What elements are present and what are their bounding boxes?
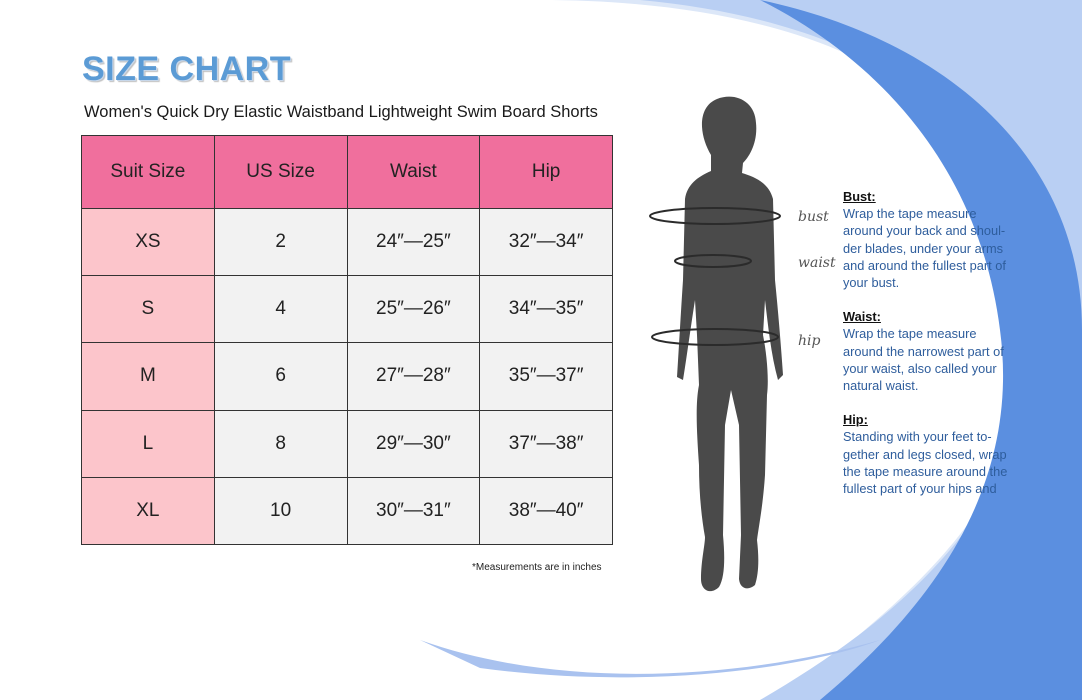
cell-waist: 27″—28″ bbox=[347, 343, 480, 410]
hip-label: hip bbox=[798, 333, 821, 349]
cell-hip: 35″—37″ bbox=[480, 343, 613, 410]
header-hip: Hip bbox=[480, 136, 613, 209]
hip-instructions bbox=[843, 411, 1023, 497]
hip-line: gether and legs closed, wrap bbox=[843, 446, 1007, 462]
waist-line: natural waist. bbox=[843, 378, 919, 394]
body-silhouette-figure bbox=[625, 95, 845, 600]
table-row bbox=[82, 209, 613, 276]
cell-us-size: 2 bbox=[214, 209, 347, 276]
bust-line: around your back and shoul- bbox=[843, 223, 1006, 239]
hip-line: fullest part of your hips and bbox=[843, 481, 997, 497]
cell-waist: 24″—25″ bbox=[347, 209, 480, 276]
waist-line: your waist, also called your bbox=[843, 360, 997, 376]
bust-line: Wrap the tape measure bbox=[843, 206, 977, 222]
cell-suit-size: XL bbox=[82, 477, 215, 544]
cell-hip: 34″—35″ bbox=[480, 276, 613, 343]
table-header-row bbox=[82, 136, 613, 209]
hip-line: the tape measure around the bbox=[843, 463, 1008, 479]
cell-us-size: 10 bbox=[214, 477, 347, 544]
hip-heading: Hip: bbox=[843, 412, 868, 428]
cell-suit-size: M bbox=[82, 343, 215, 410]
waist-heading: Waist: bbox=[843, 309, 881, 325]
table-row bbox=[82, 276, 613, 343]
table-row bbox=[82, 410, 613, 477]
cell-hip: 38″—40″ bbox=[480, 477, 613, 544]
cell-hip: 32″—34″ bbox=[480, 209, 613, 276]
measurement-note: *Measurements are in inches bbox=[472, 562, 602, 573]
bust-line: and around the fullest part of bbox=[843, 257, 1006, 273]
cell-suit-size: L bbox=[82, 410, 215, 477]
header-suit-size: Suit Size bbox=[82, 136, 215, 209]
cell-waist: 25″—26″ bbox=[347, 276, 480, 343]
cell-us-size: 8 bbox=[214, 410, 347, 477]
measurement-instructions bbox=[843, 188, 1023, 514]
size-table bbox=[81, 135, 613, 545]
hip-line: Standing with your feet to- bbox=[843, 429, 992, 445]
table-row bbox=[82, 343, 613, 410]
waist-line: around the narrowest part of bbox=[843, 343, 1004, 359]
bust-heading: Bust: bbox=[843, 189, 876, 204]
table-row bbox=[82, 477, 613, 544]
bust-line: der blades, under your arms bbox=[843, 240, 1004, 256]
waist-line: Wrap the tape measure bbox=[843, 326, 977, 342]
bust-line: your bust. bbox=[843, 275, 900, 291]
cell-hip: 37″—38″ bbox=[480, 410, 613, 477]
waist-instructions bbox=[843, 308, 1023, 394]
bust-instructions bbox=[843, 188, 1023, 291]
cell-waist: 29″—30″ bbox=[347, 410, 480, 477]
page-title: SIZE CHART bbox=[82, 50, 291, 88]
header-waist: Waist bbox=[347, 136, 480, 209]
waist-label: waist bbox=[798, 255, 836, 271]
cell-waist: 30″—31″ bbox=[347, 477, 480, 544]
product-subtitle: Women's Quick Dry Elastic Waistband Lightweight Swim Board Shorts bbox=[84, 103, 598, 121]
header-us-size: US Size bbox=[214, 136, 347, 209]
cell-us-size: 6 bbox=[214, 343, 347, 410]
bust-label: bust bbox=[798, 209, 829, 225]
cell-suit-size: XS bbox=[82, 209, 215, 276]
cell-us-size: 4 bbox=[214, 276, 347, 343]
cell-suit-size: S bbox=[82, 276, 215, 343]
